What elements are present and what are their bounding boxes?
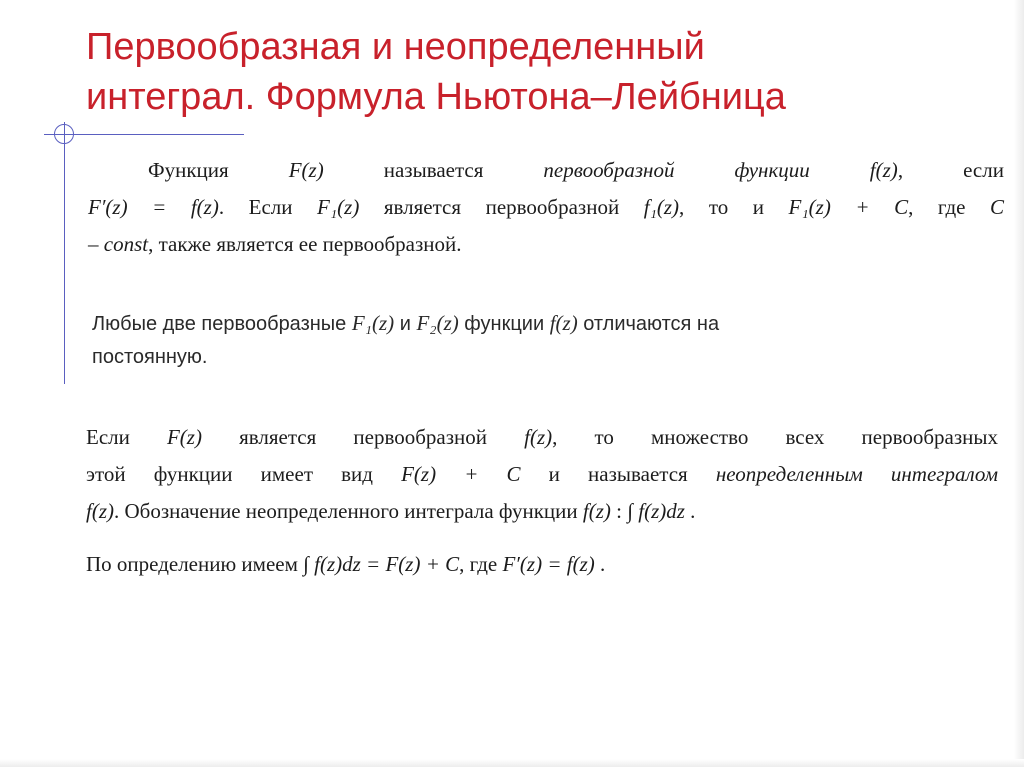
text: . [684, 499, 696, 523]
formula-f1: f₁(z) [643, 195, 680, 219]
formula-integral-equals: ∫ f(z)dz = F(z) + C [303, 552, 460, 576]
formula-f: f(z) [524, 425, 553, 449]
formula-derivative: F′(z) = f(z) [88, 195, 219, 219]
formula-F1-plus-C: F₁(z) + C [788, 195, 909, 219]
text: отличаются на [577, 313, 720, 335]
text: этой функции имеет вид [86, 462, 402, 486]
p3-line-1 [86, 419, 998, 456]
decor-circle [54, 124, 74, 144]
title-line-2: интеграл. Формула Ньютона–Лейбница [86, 76, 786, 118]
text: , где [908, 195, 990, 219]
p1-line-3 [88, 226, 1004, 263]
p1-line-1 [88, 152, 1004, 189]
p2-line-1 [92, 307, 719, 341]
text: , где [459, 552, 503, 576]
p3-line-2 [86, 456, 998, 493]
p3-line-3 [86, 493, 998, 530]
paragraph-by-definition [86, 546, 605, 583]
text: , также является ее первообразной. [148, 232, 462, 256]
slide-bottom-shadow [0, 759, 1024, 767]
text: является первообразной [359, 195, 644, 219]
text: . [594, 552, 606, 576]
formula-F: F(z) [166, 425, 202, 449]
text: . Если [218, 195, 318, 219]
formula-f: f(z) [809, 158, 898, 182]
text: , то множество всех первообразных [552, 425, 998, 449]
formula-F2: F₂(z) [416, 311, 459, 335]
text: : [610, 499, 628, 523]
p1-line-2 [88, 189, 1004, 226]
formula-F1: F₁(z) [351, 311, 395, 335]
text: , то и [679, 195, 789, 219]
formula-C: C [990, 195, 1005, 219]
text: и [394, 313, 417, 335]
term-const: const [103, 232, 149, 256]
text: и называется [520, 462, 716, 486]
paragraph-two-antiderivatives [92, 307, 719, 374]
text: По определению имеем [86, 552, 304, 576]
decor-vertical-line [64, 122, 65, 384]
formula-f: f(z) [549, 311, 578, 335]
text: , если [897, 158, 1004, 182]
slide-title [86, 22, 986, 122]
formula-F-plus-C: F(z) + C [401, 462, 521, 486]
formula-f: f(z) [86, 499, 114, 523]
paragraph-antiderivative-definition [88, 152, 1004, 263]
paragraph-indefinite-integral [86, 419, 998, 530]
text: Любые две первообразные [92, 313, 352, 335]
text: Функция [148, 158, 289, 182]
slide-right-shadow [1014, 0, 1024, 767]
term-indefinite-integral: неопределенным интегралом [715, 462, 998, 486]
formula-F: F(z) [288, 158, 324, 182]
text: – [88, 232, 104, 256]
formula-f: f(z) [582, 499, 611, 523]
formula-derivative: F′(z) = f(z) [502, 552, 595, 576]
text: . Обозначение неопределенного интеграла функции [114, 499, 583, 523]
text: функции [458, 313, 550, 335]
text: Если [86, 425, 167, 449]
formula-F1: F₁(z) [317, 195, 360, 219]
text: называется [323, 158, 544, 182]
term-antiderivative: первообразной функции [543, 158, 810, 182]
p2-line-2: постоянную. [92, 346, 208, 368]
formula-integral: ∫ f(z)dz [627, 499, 685, 523]
text: является первообразной [201, 425, 525, 449]
decor-horizontal-line [44, 134, 244, 135]
title-line-1: Первообразная и неопределенный [86, 26, 705, 68]
